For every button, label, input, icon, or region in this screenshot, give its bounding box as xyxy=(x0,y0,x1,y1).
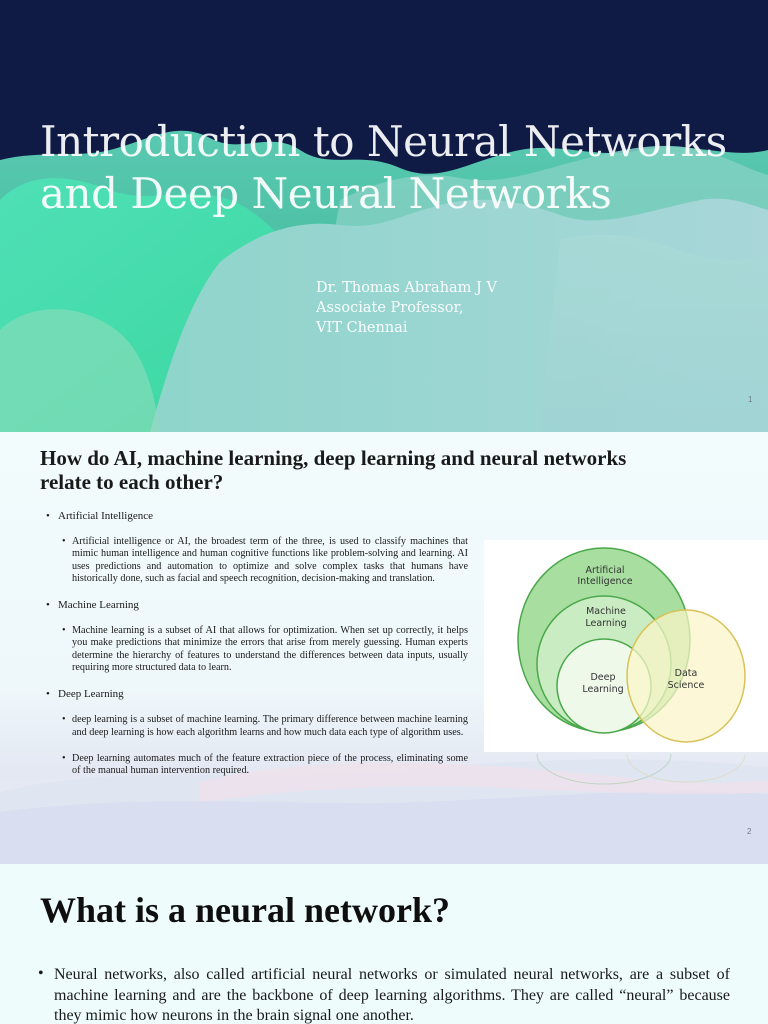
venn-reflection xyxy=(484,754,768,794)
page-number: 2 xyxy=(747,827,752,836)
section-title-ml: • Machine Learning xyxy=(46,599,468,612)
ai-label-2: Intelligence xyxy=(577,576,633,587)
author-institution: VIT Chennai xyxy=(316,320,408,336)
author-name: Dr. Thomas Abraham J V xyxy=(316,280,497,296)
dl-label-2: Learning xyxy=(582,684,624,695)
section-title-dl: • Deep Learning xyxy=(46,688,468,701)
author-role: Associate Professor, xyxy=(316,300,464,316)
ml-label-2: Learning xyxy=(585,618,627,629)
ds-label-2: Science xyxy=(667,680,705,691)
slide-title: What is a neural network? xyxy=(40,890,451,930)
heading-line-2: relate to each other? xyxy=(40,470,224,494)
dl-label-1: Deep xyxy=(590,672,616,683)
section-title-ai: • Artificial Intelligence xyxy=(46,510,468,523)
title-slide xyxy=(0,0,768,432)
title-line-2: and Deep Neural Networks xyxy=(40,169,612,218)
bullet-list xyxy=(46,510,468,792)
presentation-title xyxy=(40,116,740,220)
ds-label-1: Data xyxy=(674,668,698,679)
ml-label-1: Machine xyxy=(586,606,626,617)
bullet-marker: • xyxy=(38,965,44,982)
slide-heading xyxy=(40,446,660,494)
dl-description-1: • deep learning is a subset of machine learning. The primary difference between machine learning and deep learning is how each algorithm learns and how much data each type of algorithm uses. xyxy=(62,714,468,739)
page-number: 1 xyxy=(748,395,753,404)
ai-description: • Artificial intelligence or AI, the broadest term of the three, is used to classify machines that mimic human intelligence and human cognitive functions like problem-solving and learning. AI uses predictions and automation to optimize and solve complex tasks that humans have historically done, such as facial and speech recognition, decision-making and translation. xyxy=(62,536,468,585)
author-block xyxy=(316,278,497,338)
ml-description: • Machine learning is a subset of AI that allows for optimization. When set up correctly, it helps you make predictions that minimize the errors that arise from merely guessing. Human experts determine the hierarchy of features to understand the differences between data inputs, usually requiring more structured data to learn. xyxy=(62,625,468,674)
venn-diagram xyxy=(484,540,768,752)
dl-description-2: • Deep learning automates much of the feature extraction piece of the process, eliminating some of the manual human intervention required. xyxy=(62,753,468,778)
neural-network-slide xyxy=(0,864,768,1024)
ai-label-1: Artificial xyxy=(585,565,625,576)
title-line-1: Introduction to Neural Networks xyxy=(40,117,727,166)
heading-line-1: How do AI, machine learning, deep learning and neural networks xyxy=(40,446,627,470)
relationship-slide xyxy=(0,432,768,864)
neural-network-definition: Neural networks, also called artificial neural networks or simulated neural networks, are a subset of machine learning and are the backbone of deep learning algorithms. They are called “neural” because they mimic how neurons in the brain signal one another. xyxy=(54,966,730,1024)
